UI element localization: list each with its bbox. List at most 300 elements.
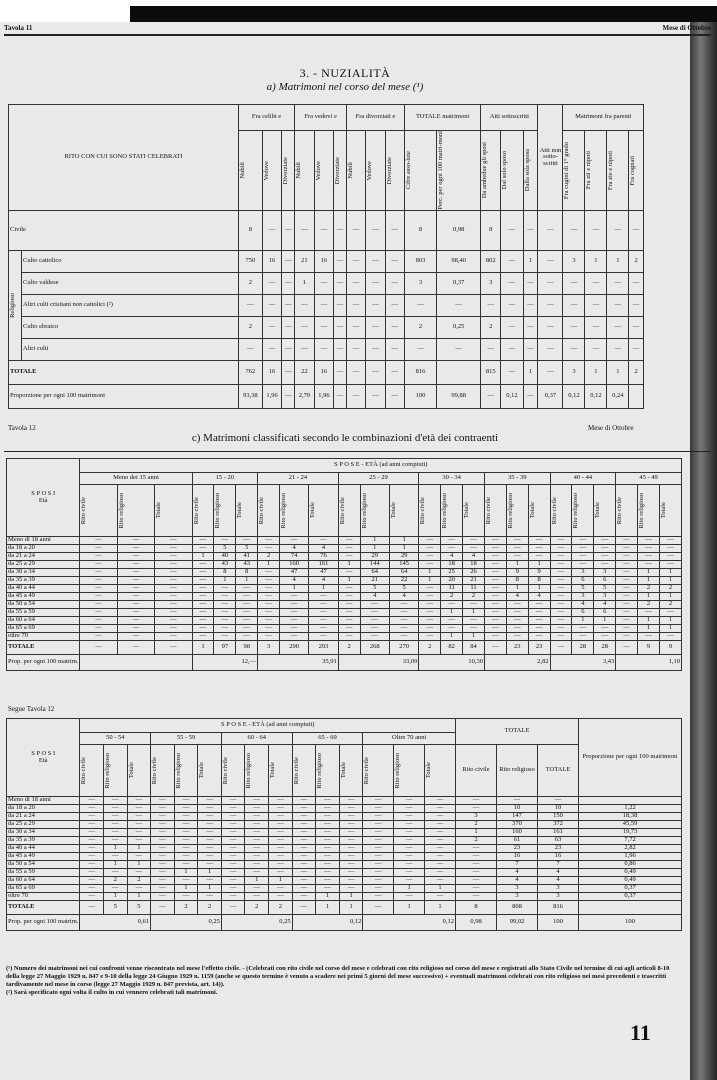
cell: —	[316, 829, 340, 837]
cell: 1	[523, 360, 538, 384]
cell: —	[484, 633, 506, 641]
cell: 1	[338, 561, 360, 569]
cell: —	[117, 593, 154, 601]
cell: 16	[262, 360, 281, 384]
cell: —	[80, 585, 117, 593]
cell: —	[334, 250, 347, 272]
cell: 2	[638, 585, 660, 593]
row-label: Culto ebraico	[22, 316, 239, 338]
cell: —	[419, 601, 441, 609]
cell: —	[404, 294, 436, 316]
sub-header	[638, 485, 660, 537]
cell: 161	[309, 561, 338, 569]
cell: —	[245, 805, 269, 813]
cell: —	[80, 829, 104, 837]
cell: —	[585, 210, 607, 250]
cell: —	[236, 617, 258, 625]
cell: —	[338, 537, 360, 545]
cell: —	[174, 813, 198, 821]
cell: —	[174, 861, 198, 869]
cell: 29	[389, 553, 418, 561]
cell: —	[616, 633, 638, 641]
cell: —	[385, 294, 404, 316]
cell: 1	[258, 561, 280, 569]
eta-label: Età	[38, 496, 48, 504]
cell: —	[550, 561, 572, 569]
total-cell: 370	[497, 821, 538, 829]
table-row	[7, 861, 682, 869]
cell: —	[151, 861, 175, 869]
cell: —	[155, 585, 192, 593]
cell: —	[550, 625, 572, 633]
cell: 4	[309, 577, 338, 585]
cell: —	[506, 617, 528, 625]
cell: —	[334, 360, 347, 384]
cell: —	[269, 797, 293, 805]
cell: —	[282, 338, 295, 360]
group-header: Fra vedovi e	[295, 105, 347, 131]
cell: —	[155, 609, 192, 617]
cell: —	[501, 272, 523, 294]
cell: —	[292, 877, 316, 885]
cell: —	[238, 338, 262, 360]
cell: —	[629, 210, 644, 250]
cell: —	[316, 805, 340, 813]
cell: —	[363, 805, 394, 813]
cell: —	[280, 601, 309, 609]
cell: —	[198, 797, 222, 805]
cell: —	[236, 609, 258, 617]
cell: —	[363, 821, 394, 829]
sub-header-text: Rito civile	[221, 756, 229, 785]
sub-header-text: Rito civile	[363, 756, 371, 785]
cell: —	[104, 821, 128, 829]
row-label: da 40 a 44	[7, 585, 80, 593]
cell: —	[425, 853, 456, 861]
cell: 28	[594, 641, 616, 655]
cell: —	[616, 545, 638, 553]
cell: 0,37	[538, 384, 563, 408]
sub-header-text: Divorziate	[334, 156, 342, 184]
proportion-cell: 0,61	[80, 915, 151, 931]
total-proportion-cell: 0,98	[456, 915, 497, 931]
proportion-cell: 35,91	[258, 655, 339, 671]
sub-header-text: Totale	[339, 762, 347, 779]
table-row	[7, 901, 682, 915]
group-header: Atti sottoscritti	[481, 105, 538, 131]
cell: —	[155, 553, 192, 561]
cell: —	[528, 617, 550, 625]
cell: 16	[262, 250, 281, 272]
cell: 22	[295, 360, 314, 384]
cell: —	[117, 617, 154, 625]
cell: —	[269, 853, 293, 861]
cell: 1	[192, 553, 214, 561]
cell: —	[347, 294, 366, 316]
row-label: da 30 a 34	[7, 569, 80, 577]
proportion-cell: 0,37	[579, 885, 682, 893]
cell: 1	[192, 641, 214, 655]
sub-header	[659, 485, 681, 537]
cell: —	[419, 553, 441, 561]
cell: —	[360, 617, 389, 625]
cell: —	[528, 609, 550, 617]
cell: —	[538, 210, 563, 250]
cell: —	[484, 625, 506, 633]
cell: —	[394, 821, 425, 829]
total-cell: 8	[456, 901, 497, 915]
cell: —	[616, 537, 638, 545]
total-cell: 3	[538, 893, 579, 901]
sub-header-text: Totale	[528, 502, 536, 519]
sub-header-text: Rito religioso	[104, 752, 111, 789]
cell: —	[616, 617, 638, 625]
sub-header-text: Fra zie e nipoti	[607, 150, 615, 190]
cell: 21	[360, 577, 389, 585]
cell: —	[528, 545, 550, 553]
cell: —	[425, 861, 456, 869]
cell: —	[192, 633, 214, 641]
cell: —	[236, 585, 258, 593]
cell: —	[117, 553, 154, 561]
cell: 1	[585, 250, 607, 272]
cell: 1	[280, 585, 309, 593]
row-label: da 50 a 54	[7, 861, 80, 869]
cell: —	[419, 625, 441, 633]
cell	[436, 360, 480, 384]
cell: 3	[404, 272, 436, 294]
cell: 18	[463, 561, 485, 569]
table-row	[7, 893, 682, 901]
cell: —	[616, 569, 638, 577]
cell: 1	[174, 885, 198, 893]
cell: 8	[236, 569, 258, 577]
sub-header	[481, 131, 501, 211]
table-row	[7, 569, 682, 577]
sub-header-text: Rito civile	[550, 496, 558, 525]
cell: 2	[127, 877, 151, 885]
cell: —	[436, 294, 480, 316]
cell: —	[269, 845, 293, 853]
cell: 4	[463, 553, 485, 561]
cell: —	[339, 885, 363, 893]
cell: —	[441, 601, 463, 609]
cell: —	[280, 593, 309, 601]
sub-header	[269, 745, 293, 797]
sub-header	[572, 485, 594, 537]
age-group-header: 50 - 54	[80, 733, 151, 745]
sub-header-text: Da ambedue gli sposi	[481, 142, 489, 199]
cell: —	[292, 845, 316, 853]
sub-header-text: Rito civile	[258, 496, 266, 525]
cell: —	[282, 316, 295, 338]
cell: 3	[572, 593, 594, 601]
cell: 1	[198, 885, 222, 893]
cell: —	[80, 813, 104, 821]
cell: —	[198, 837, 222, 845]
table-c-rule	[4, 451, 711, 452]
cell: 1	[463, 633, 485, 641]
cell: 160	[280, 561, 309, 569]
sub-header	[245, 745, 269, 797]
cell: 3	[594, 593, 616, 601]
cell: —	[80, 853, 104, 861]
cell: —	[245, 853, 269, 861]
cell: —	[174, 797, 198, 805]
sub-header-text: Totale	[198, 762, 206, 779]
cell: 26	[463, 569, 485, 577]
cell: 4	[528, 593, 550, 601]
cell: 23	[506, 641, 528, 655]
cell: —	[192, 569, 214, 577]
sub-header-text: Rito civile	[419, 496, 427, 525]
cell: 2	[481, 316, 501, 338]
total-cell: 808	[497, 901, 538, 915]
cell: —	[394, 853, 425, 861]
cell: —	[151, 845, 175, 853]
row-label: Altri culti cristiani non cattolici (²)	[22, 294, 239, 316]
cell: —	[394, 893, 425, 901]
row-label: TOTALE	[9, 360, 239, 384]
cell: —	[155, 617, 192, 625]
sub-header	[334, 131, 347, 211]
cell: —	[221, 869, 245, 877]
sub-header-text: Rito religioso	[245, 752, 253, 789]
cell: —	[292, 901, 316, 915]
cell: —	[419, 593, 441, 601]
cell: —	[262, 272, 281, 294]
cell: —	[394, 861, 425, 869]
table-row	[7, 641, 682, 655]
cell: 1	[309, 585, 338, 593]
cell: —	[484, 593, 506, 601]
cell: —	[389, 609, 418, 617]
table-row	[7, 885, 682, 893]
cell: —	[151, 805, 175, 813]
cell: —	[484, 617, 506, 625]
cell: —	[104, 885, 128, 893]
row-label: da 40 a 44	[7, 845, 80, 853]
cell: 0,37	[436, 272, 480, 294]
cell: —	[389, 601, 418, 609]
row-label: da 55 a 59	[7, 869, 80, 877]
cell: —	[198, 853, 222, 861]
table-row	[7, 633, 682, 641]
sub-header-text: Fra zii e nipoti	[585, 151, 593, 190]
cell: 3	[594, 569, 616, 577]
cell: 1	[214, 577, 236, 585]
cell: —	[236, 601, 258, 609]
table-c-subtitle: c) Matrimoni classificati secondo le combinazioni d'età dei contraenti	[191, 432, 499, 444]
tavola-12-label: Tavola 12	[8, 424, 36, 432]
cell: 2	[258, 553, 280, 561]
cell: 1	[104, 845, 128, 853]
cell: 2	[659, 601, 681, 609]
table-row	[7, 869, 682, 877]
cell: 47	[309, 569, 338, 577]
cell: —	[523, 316, 538, 338]
cell: —	[316, 821, 340, 829]
group-header: Matrimoni fra parenti	[563, 105, 644, 131]
row-label: da 35 a 39	[7, 577, 80, 585]
total-sub-header: Rito religioso	[497, 745, 538, 797]
cell: —	[269, 829, 293, 837]
row-label: da 45 a 49	[7, 853, 80, 861]
cell: —	[192, 561, 214, 569]
cell: 2	[404, 316, 436, 338]
row-label: TOTALE	[7, 901, 80, 915]
cell: —	[441, 617, 463, 625]
cell: —	[214, 585, 236, 593]
cell: —	[151, 869, 175, 877]
cell: 1	[585, 360, 607, 384]
sub-header-text: Totale	[236, 502, 244, 519]
cell: —	[528, 601, 550, 609]
cell: —	[258, 585, 280, 593]
cell: —	[425, 813, 456, 821]
cell: —	[481, 384, 501, 408]
cell: —	[80, 893, 104, 901]
sub-header	[282, 131, 295, 211]
cell: —	[214, 593, 236, 601]
sub-header-text: Divorziate	[282, 156, 290, 184]
cell: —	[607, 272, 629, 294]
proportion-cell: 0,37	[579, 893, 682, 901]
cell: —	[80, 805, 104, 813]
cell: 1	[104, 861, 128, 869]
cell: 29	[360, 553, 389, 561]
cell: 2	[104, 877, 128, 885]
sub-header	[629, 131, 644, 211]
cell: —	[638, 553, 660, 561]
cell: —	[151, 893, 175, 901]
proportion-cell: 2,82	[579, 845, 682, 853]
cell: —	[629, 294, 644, 316]
total-cell: —	[456, 885, 497, 893]
sub-header-text: Cifre asso-lute	[404, 151, 412, 190]
cell: —	[292, 805, 316, 813]
sub-header	[436, 131, 480, 211]
age-group-header: 25 - 29	[338, 473, 419, 485]
sub-header	[258, 485, 280, 537]
cell: —	[366, 338, 385, 360]
cell: —	[80, 861, 104, 869]
cell: —	[638, 633, 660, 641]
table-row	[7, 609, 682, 617]
cell: —	[616, 585, 638, 593]
sub-header-text: Totale	[594, 502, 602, 519]
age-group-header: 65 - 69	[292, 733, 363, 745]
cell: —	[221, 885, 245, 893]
cell: 2	[269, 901, 293, 915]
cell: —	[419, 585, 441, 593]
cell: —	[245, 861, 269, 869]
cell: —	[221, 845, 245, 853]
cell: —	[528, 633, 550, 641]
cell: —	[629, 272, 644, 294]
cell: —	[292, 885, 316, 893]
proportion-cell: 0,12	[292, 915, 363, 931]
sub-header-text: Rito civile	[616, 496, 624, 525]
cell: —	[572, 537, 594, 545]
cell: —	[616, 553, 638, 561]
sub-header-text: Nubili	[238, 161, 246, 179]
cell: 1	[659, 593, 681, 601]
proportion-cell: 0,49	[579, 869, 682, 877]
total-cell: 2	[456, 837, 497, 845]
total-cell: 372	[538, 821, 579, 829]
sub-header	[563, 131, 585, 211]
sub-header	[484, 485, 506, 537]
sub-header-text: Rito civile	[80, 756, 88, 785]
cell: 0,25	[436, 316, 480, 338]
group-header: TOTALE matrimoni	[404, 105, 480, 131]
cell: —	[425, 893, 456, 901]
footnote-2: (²) Sarà specificato ogni volta il culto in cui vennero celebrati tali matrimoni.	[6, 989, 218, 997]
sub-header	[192, 485, 214, 537]
cell: —	[425, 805, 456, 813]
total-cell: 63	[538, 837, 579, 845]
cell: —	[198, 845, 222, 853]
cell: —	[506, 537, 528, 545]
proportion-cell	[80, 655, 192, 671]
cell: 74	[280, 553, 309, 561]
cell: 8	[506, 577, 528, 585]
cell: 3	[563, 250, 585, 272]
cell: —	[127, 853, 151, 861]
cell: 1	[127, 845, 151, 853]
cell: —	[127, 797, 151, 805]
cell: 1	[339, 893, 363, 901]
cell: —	[280, 609, 309, 617]
cell: —	[314, 294, 333, 316]
cell: —	[155, 569, 192, 577]
cell: —	[463, 625, 485, 633]
cell: —	[484, 609, 506, 617]
cell: —	[221, 797, 245, 805]
age-group-header: 45 - 49	[616, 473, 682, 485]
age-group-header: 40 - 44	[550, 473, 616, 485]
cell: —	[174, 845, 198, 853]
cell: 6	[594, 609, 616, 617]
cell: —	[425, 821, 456, 829]
cell: —	[506, 609, 528, 617]
sub-header	[347, 131, 366, 211]
cell: 1	[360, 545, 389, 553]
cell: —	[258, 569, 280, 577]
cell: 1	[419, 569, 441, 577]
cell: —	[295, 210, 314, 250]
cell: 76	[309, 553, 338, 561]
total-cell: 3	[497, 893, 538, 901]
cell: —	[339, 813, 363, 821]
cell: 9	[659, 641, 681, 655]
top-band	[0, 0, 717, 22]
cell: —	[198, 829, 222, 837]
cell: —	[80, 845, 104, 853]
cell: —	[360, 601, 389, 609]
proportion-cell: 0,49	[579, 877, 682, 885]
cell: 1	[174, 869, 198, 877]
cell: —	[484, 601, 506, 609]
cell: —	[538, 338, 563, 360]
cell: —	[550, 577, 572, 585]
cell: 6	[594, 577, 616, 585]
sub-header	[616, 485, 638, 537]
cell: —	[236, 593, 258, 601]
cell: —	[366, 294, 385, 316]
cell: —	[258, 601, 280, 609]
